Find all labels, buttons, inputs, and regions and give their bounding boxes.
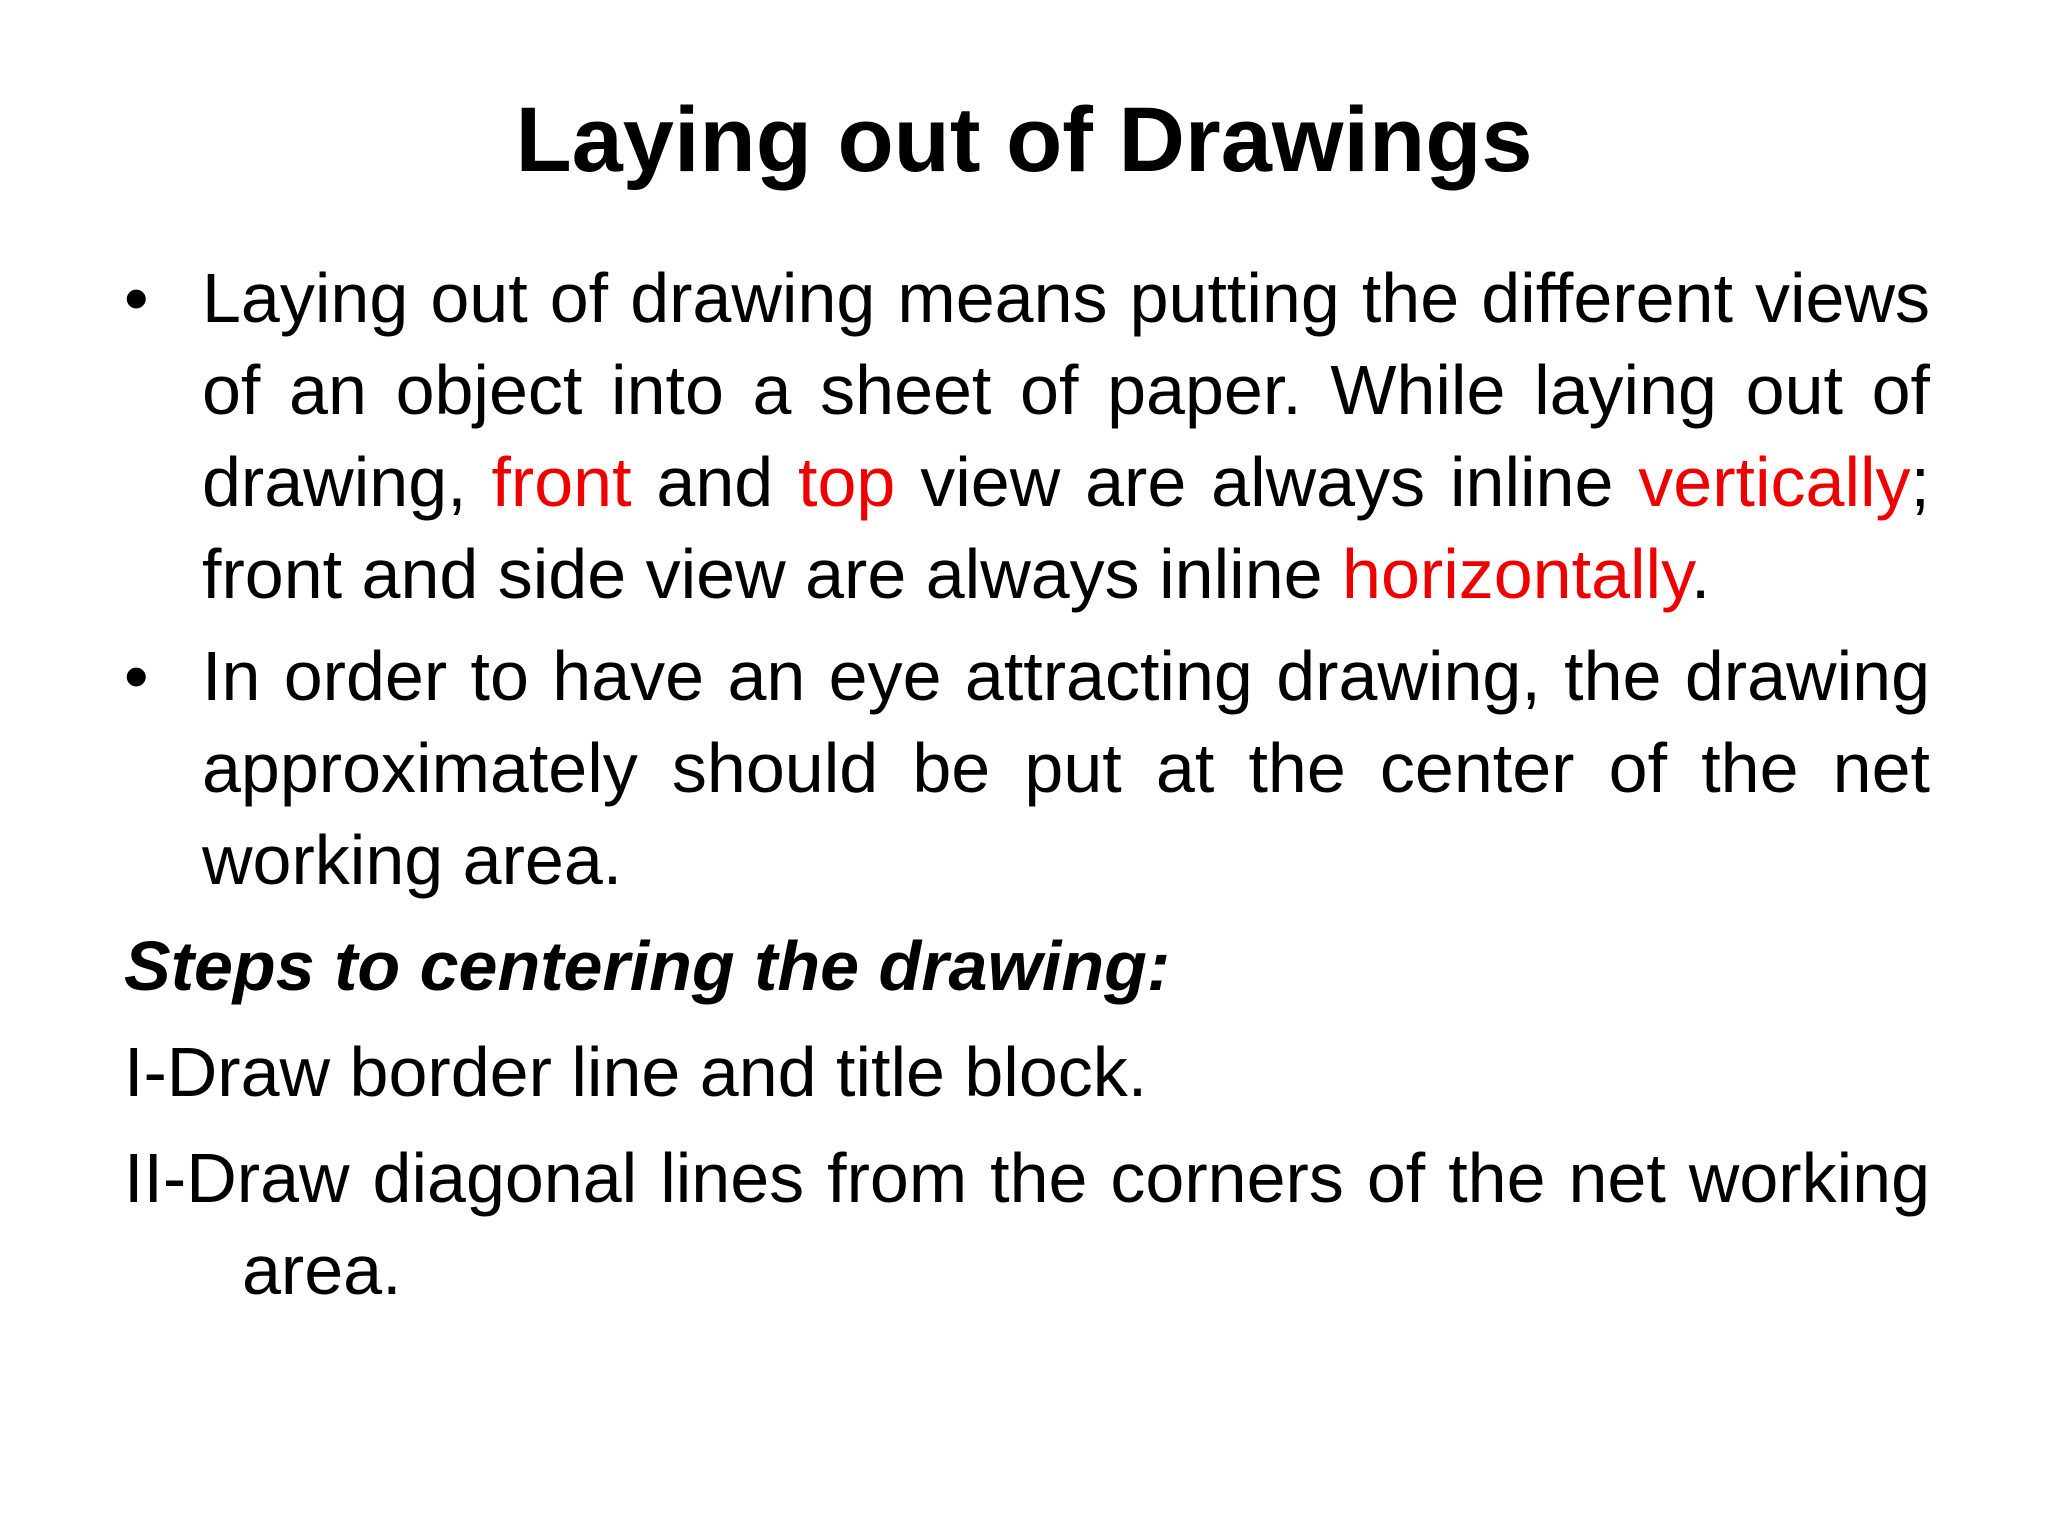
bullet-icon: • xyxy=(124,259,149,337)
bullet-item xyxy=(124,630,1930,906)
bullet-text xyxy=(202,259,1930,613)
highlight-horizontally: horizontally xyxy=(1342,535,1691,613)
bullet-icon: • xyxy=(124,637,149,715)
step-item: I-Draw border line and title block. xyxy=(124,1033,1148,1111)
text-run: and xyxy=(631,443,799,521)
steps-heading: Steps to centering the drawing: xyxy=(124,927,1171,1005)
highlight-top: top xyxy=(798,443,896,521)
text-run: Laying out of drawing means putting the different views of an object into a sheet of paper. While laying out of drawing, xyxy=(202,259,1930,521)
text-run: view are always inline xyxy=(895,443,1639,521)
slide-content xyxy=(124,252,1930,1316)
step-item: II-Draw diagonal lines from the corners of the net working area. xyxy=(124,1139,1930,1309)
highlight-vertically: vertically xyxy=(1638,443,1911,521)
text-run: ; front and side view are always inline xyxy=(202,443,1930,613)
highlight-front: front xyxy=(491,443,632,521)
bullet-text: In order to have an eye attracting drawing, the drawing approximately should be put at the center of the net working area. xyxy=(202,637,1930,899)
text-run: . xyxy=(1690,535,1711,613)
slide-title: Laying out of Drawings xyxy=(515,89,1533,191)
bullet-item xyxy=(124,252,1930,620)
